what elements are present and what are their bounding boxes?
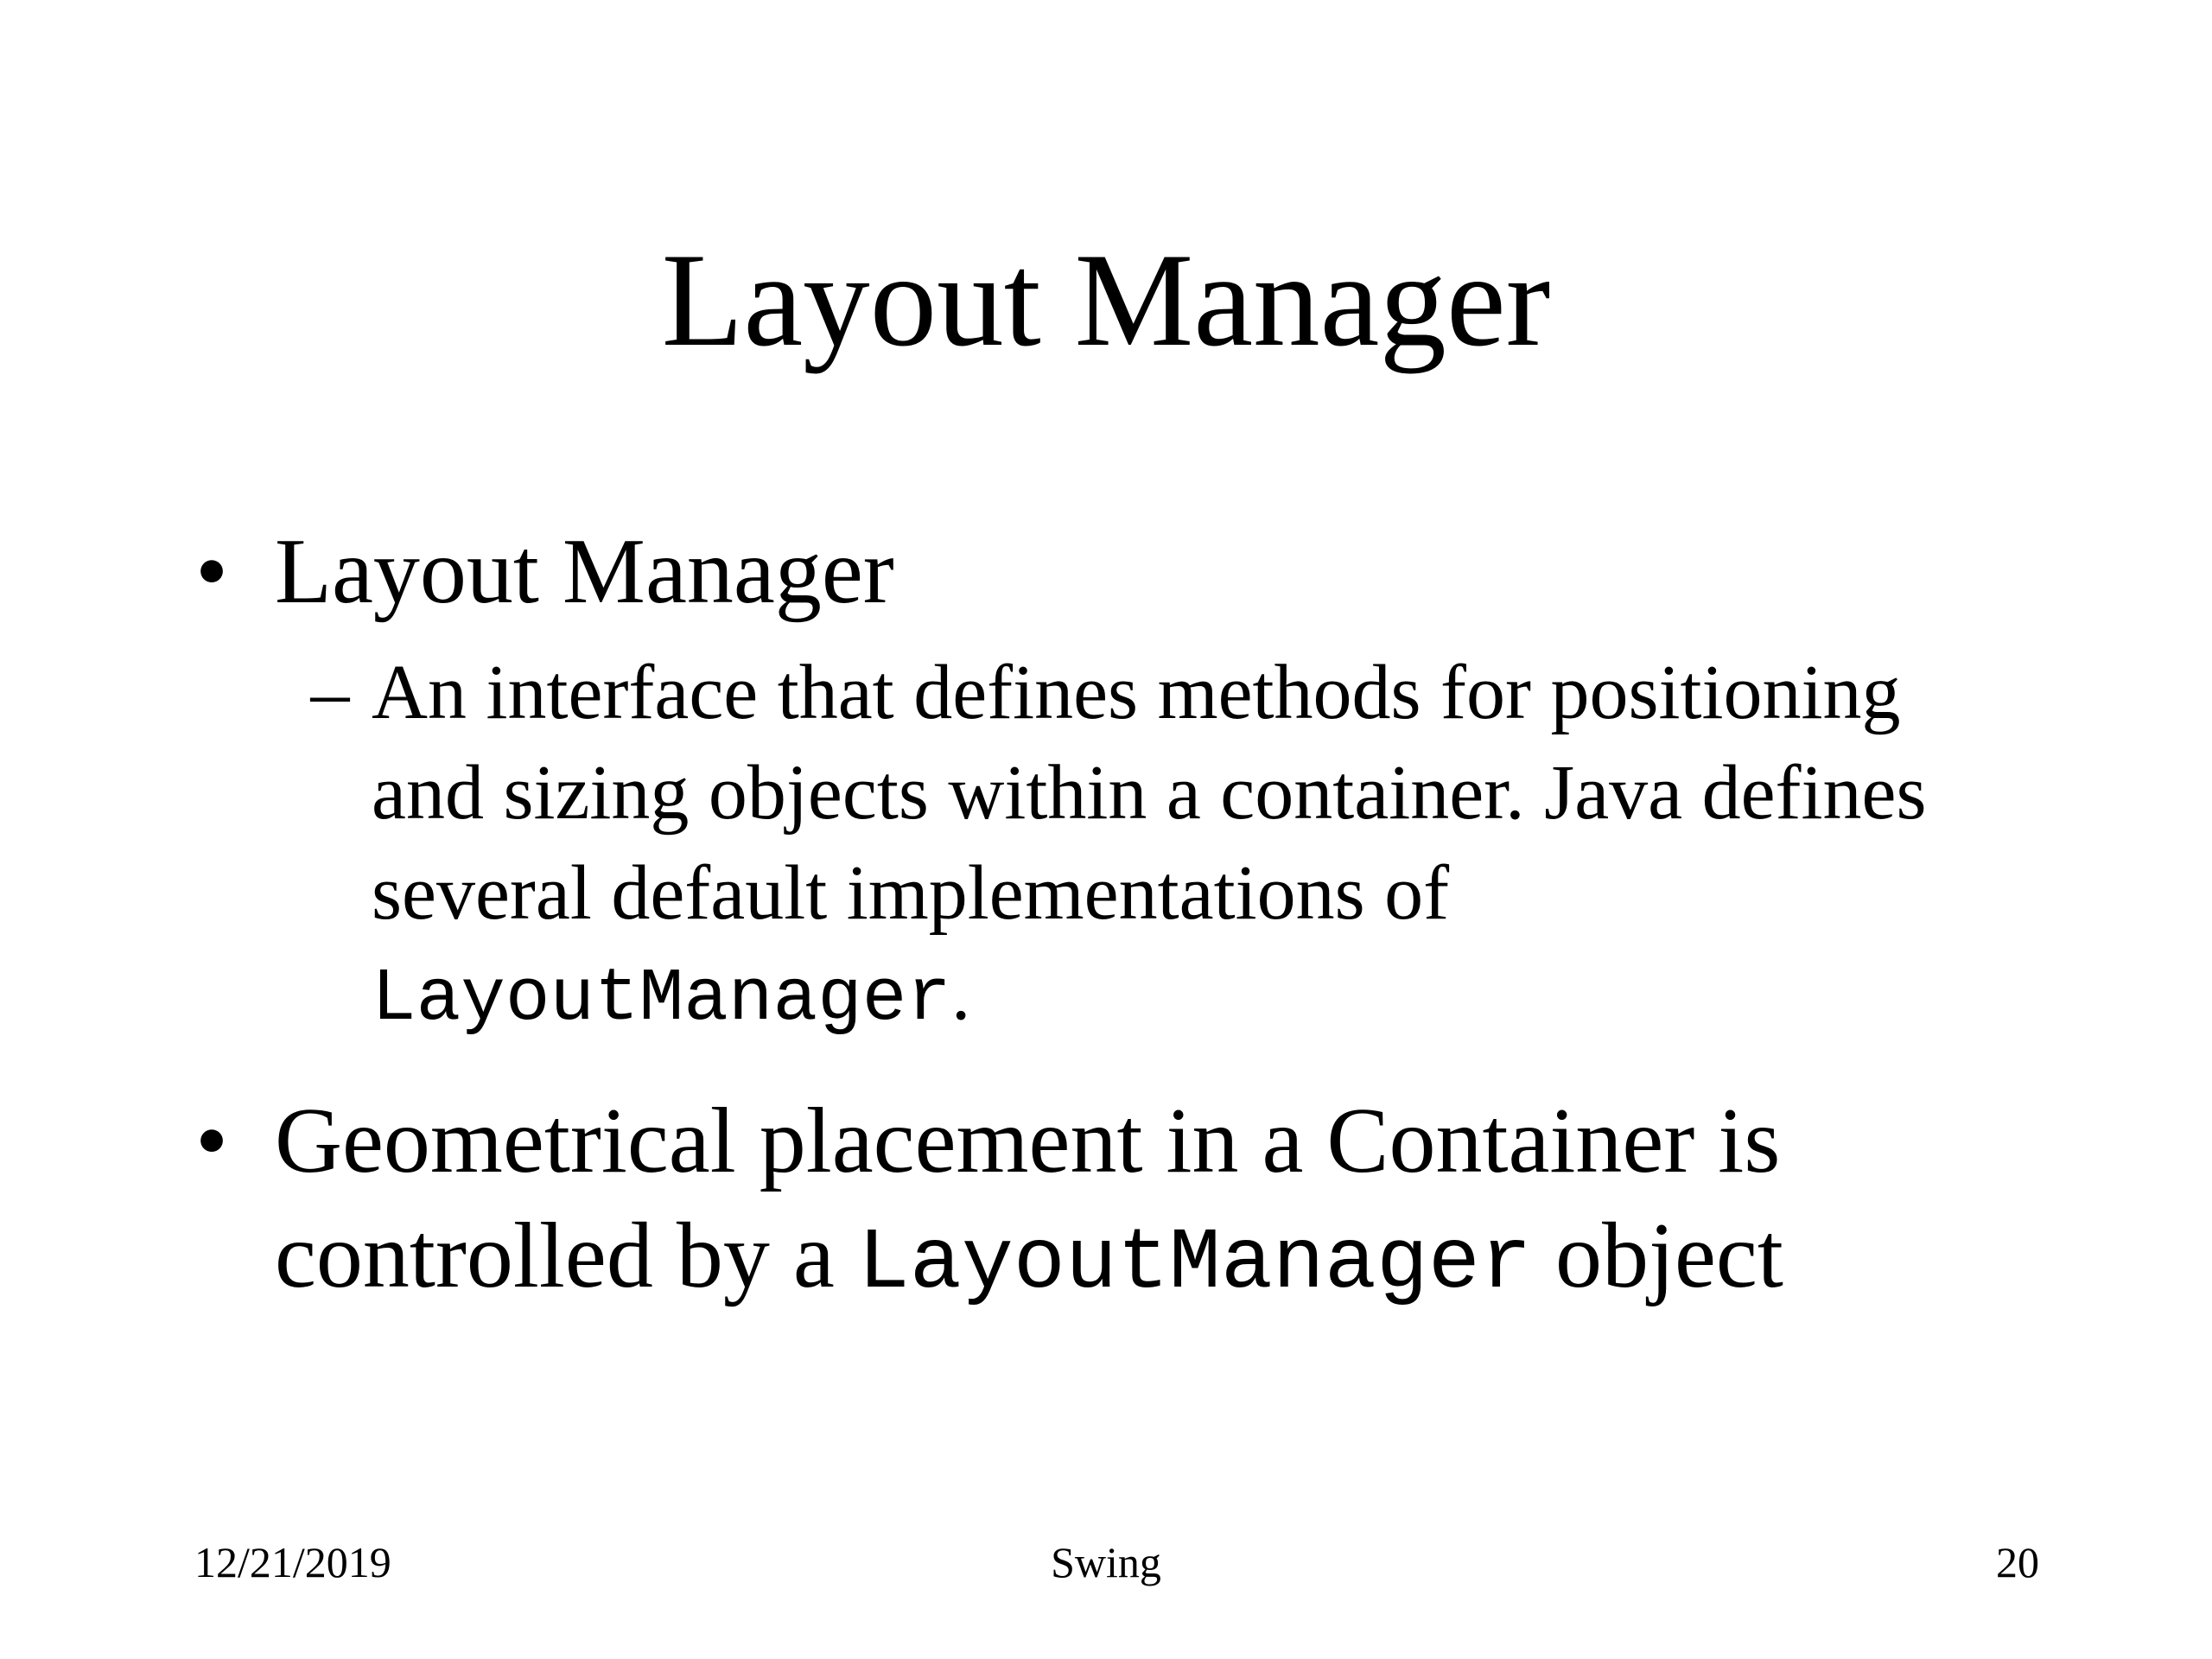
slide-number: 20 xyxy=(1996,1538,2039,1586)
footer-date: 12/21/2019 xyxy=(194,1538,391,1586)
subbullet-interface-definition xyxy=(310,643,1927,1049)
footer-title: Swing xyxy=(1051,1538,1161,1586)
bullet-layout-manager xyxy=(181,514,2039,629)
bullet-mark: • xyxy=(195,520,228,623)
bullet-text: Geometrical placement in a Container is controlled by a xyxy=(275,1090,1781,1307)
slide-body xyxy=(181,514,2039,1322)
subbullet-mark: – xyxy=(310,650,350,735)
code-layoutmanager: LayoutManager xyxy=(372,957,951,1041)
bullet-text: Layout Manager xyxy=(275,520,894,623)
bullet-mark: • xyxy=(195,1090,228,1192)
subbullet-punctuation: . xyxy=(950,950,971,1036)
code-layoutmanager: LayoutManager xyxy=(857,1216,1532,1313)
bullet-geometrical-placement xyxy=(181,1084,2039,1322)
subbullet-text: An interface that defines methods for positioning and sizing objects within a container. Java defines several default implementations of xyxy=(372,650,1927,936)
bullet-text-end: object xyxy=(1531,1205,1783,1307)
slide-title: Layout Manager xyxy=(661,226,1551,374)
